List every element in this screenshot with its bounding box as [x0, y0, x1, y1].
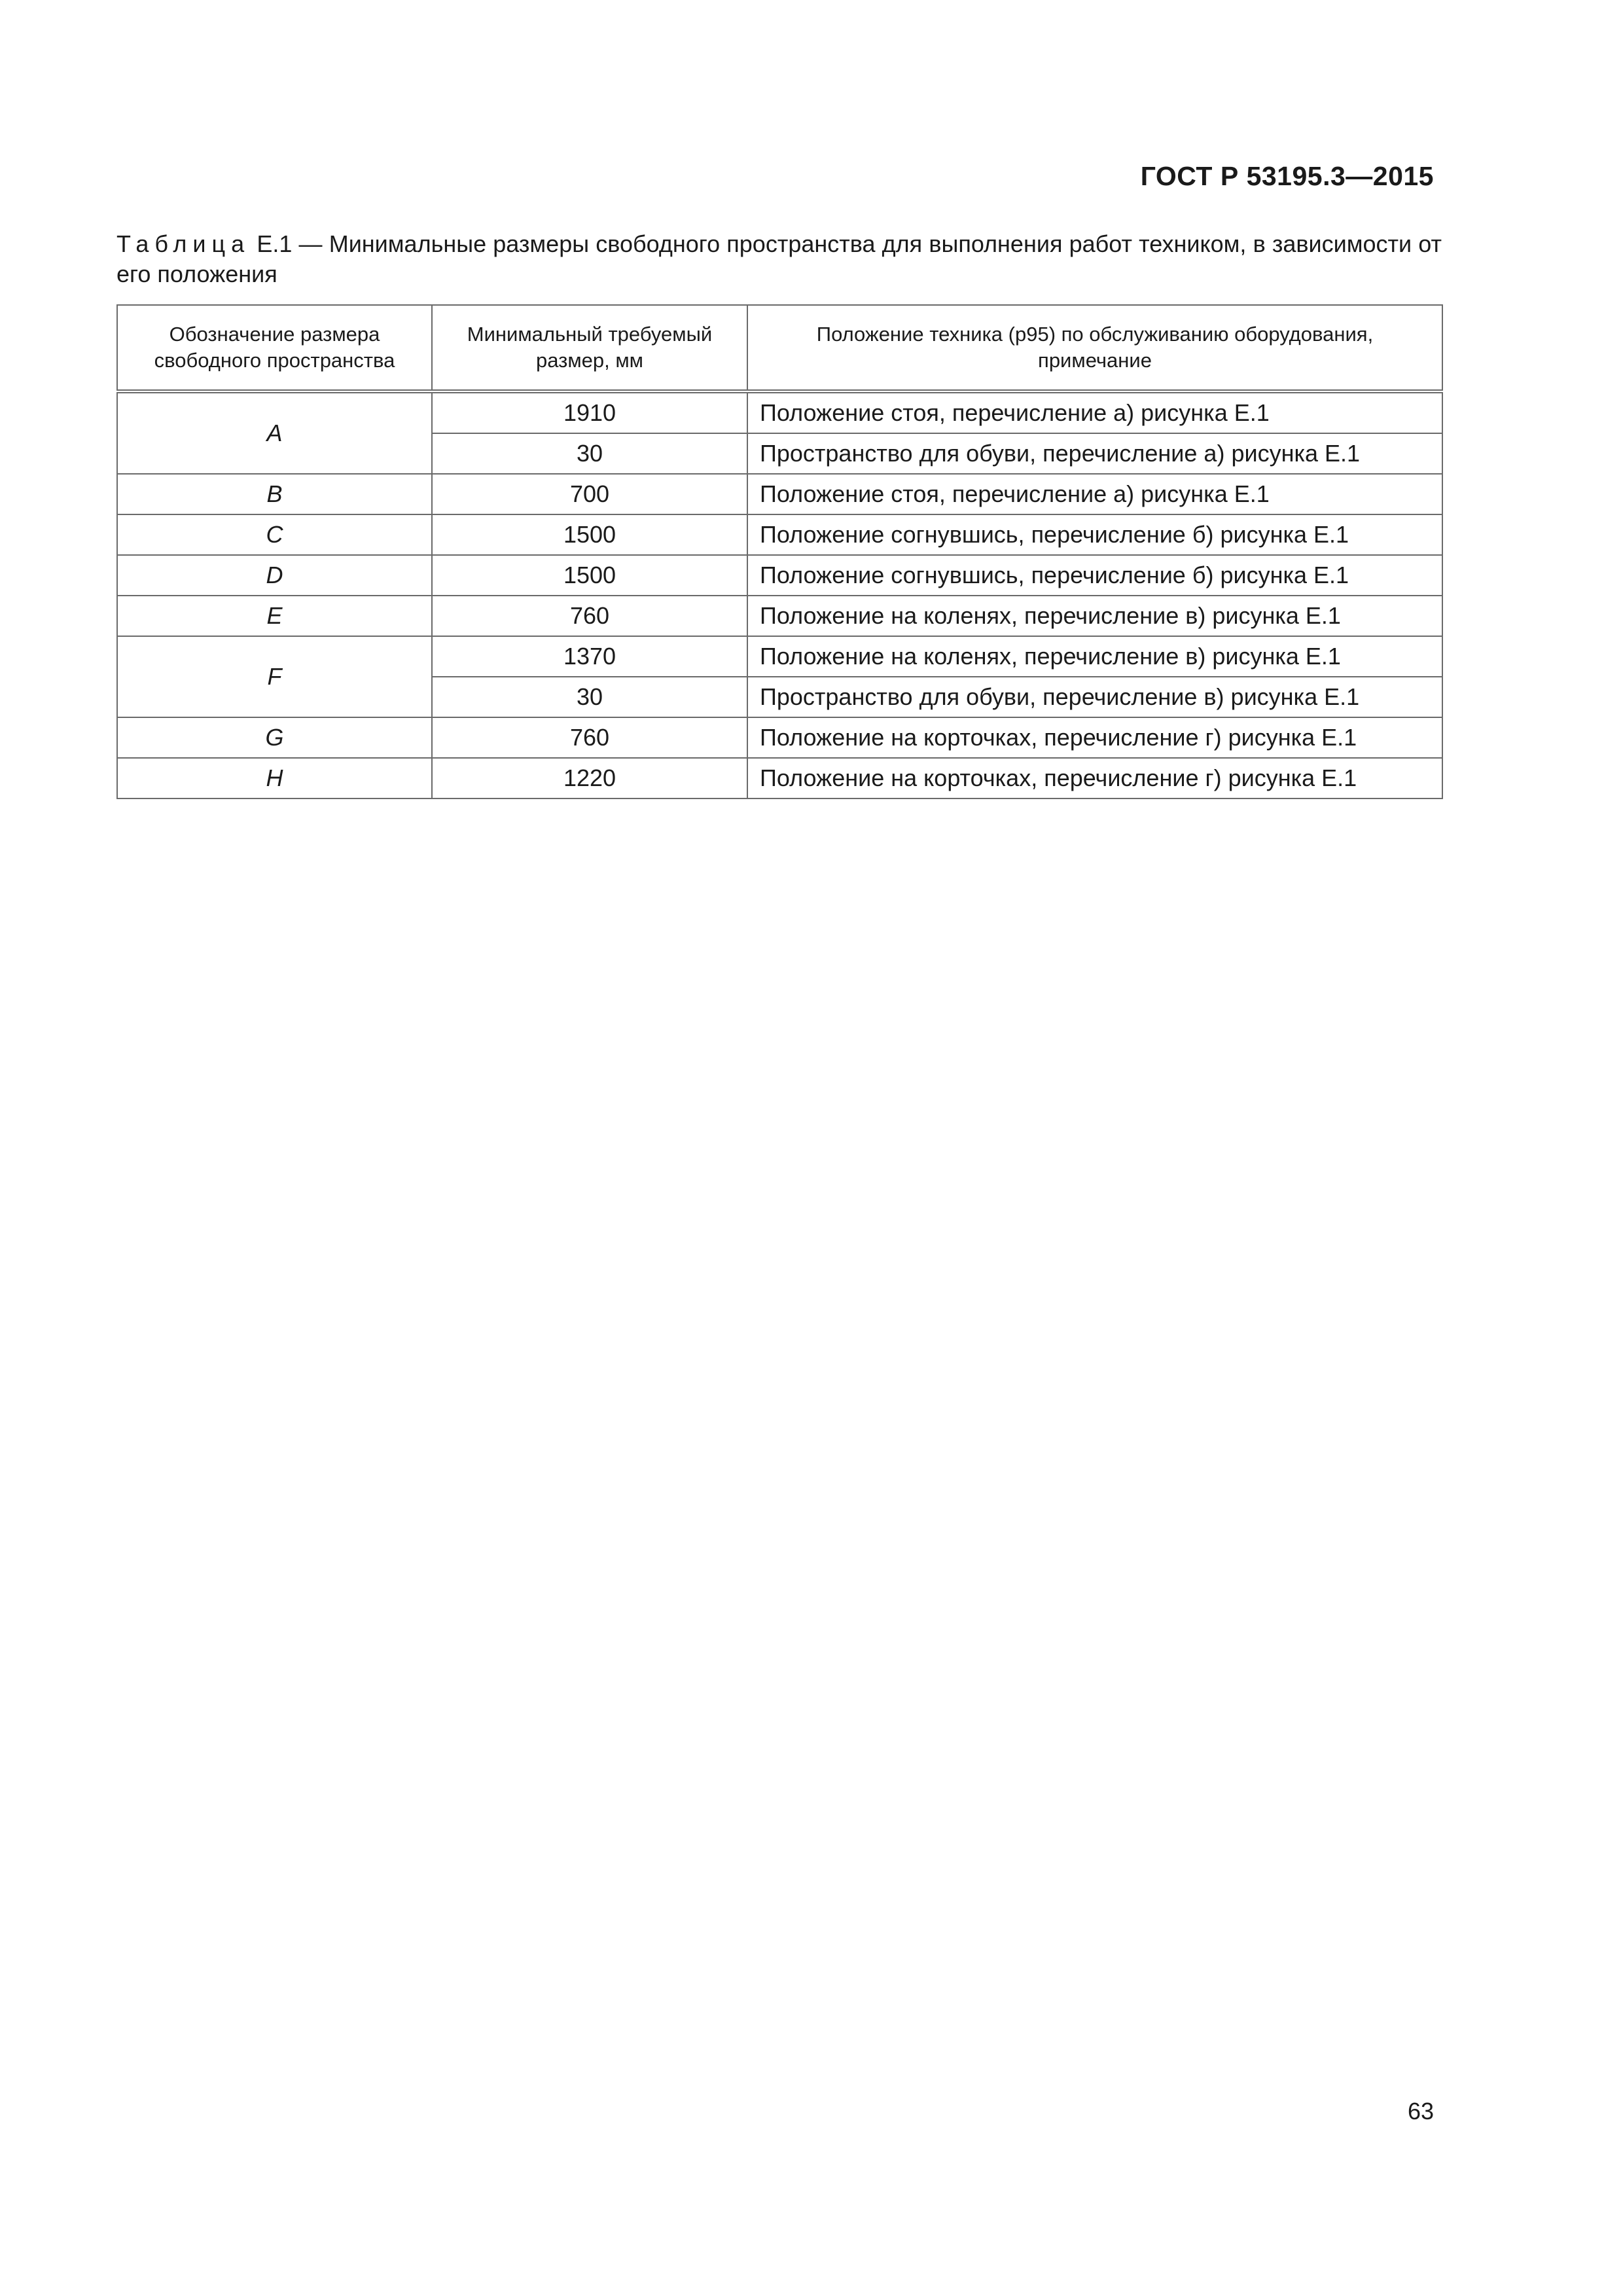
dimensions-table	[116, 304, 1443, 799]
cell-size: 30	[432, 677, 747, 717]
page-number: 63	[1407, 2098, 1434, 2125]
cell-position: Пространство для обуви, перечисление а) рисунка Е.1	[747, 433, 1442, 474]
cell-designation: B	[117, 474, 432, 514]
cell-position: Положение на корточках, перечисление г) рисунка Е.1	[747, 717, 1442, 758]
cell-size: 1370	[432, 636, 747, 677]
cell-size: 1220	[432, 758, 747, 798]
cell-size: 1500	[432, 555, 747, 596]
table-row	[117, 474, 1442, 514]
cell-size: 30	[432, 433, 747, 474]
table-row	[117, 758, 1442, 798]
table-row	[117, 717, 1442, 758]
table-caption-prefix: Таблица	[116, 230, 251, 257]
table-header-row	[117, 305, 1442, 391]
column-header-position: Положение техника (р95) по обслуживанию оборудования, примечание	[747, 305, 1442, 391]
cell-position: Положение согнувшись, перечисление б) рисунка Е.1	[747, 514, 1442, 555]
cell-designation: F	[117, 636, 432, 717]
cell-position: Положение на коленях, перечисление в) рисунка Е.1	[747, 596, 1442, 636]
cell-designation: C	[117, 514, 432, 555]
cell-designation: A	[117, 391, 432, 474]
cell-designation: D	[117, 555, 432, 596]
table-row	[117, 555, 1442, 596]
cell-size: 760	[432, 596, 747, 636]
page-header-code: ГОСТ Р 53195.3—2015	[1140, 161, 1434, 191]
cell-position: Положение на коленях, перечисление в) рисунка Е.1	[747, 636, 1442, 677]
cell-designation: G	[117, 717, 432, 758]
table-row	[117, 596, 1442, 636]
table-row	[117, 391, 1442, 433]
cell-position: Положение на корточках, перечисление г) рисунка Е.1	[747, 758, 1442, 798]
cell-position: Положение стоя, перечисление а) рисунка Е.1	[747, 391, 1442, 433]
cell-size: 1500	[432, 514, 747, 555]
column-header-min-size: Минимальный требуемый размер, мм	[432, 305, 747, 391]
cell-designation: H	[117, 758, 432, 798]
column-header-designation: Обозначение размера свободного пространства	[117, 305, 432, 391]
cell-size: 1910	[432, 391, 747, 433]
table-row	[117, 636, 1442, 677]
cell-position: Положение согнувшись, перечисление б) рисунка Е.1	[747, 555, 1442, 596]
table-caption-text: Е.1 — Минимальные размеры свободного пространства для выполнения работ техником, в зависимости от его положения	[116, 230, 1442, 287]
table-caption	[116, 229, 1442, 289]
cell-position: Положение стоя, перечисление а) рисунка Е.1	[747, 474, 1442, 514]
cell-position: Пространство для обуви, перечисление в) рисунка Е.1	[747, 677, 1442, 717]
table-row	[117, 514, 1442, 555]
cell-designation: E	[117, 596, 432, 636]
cell-size: 700	[432, 474, 747, 514]
cell-size: 760	[432, 717, 747, 758]
